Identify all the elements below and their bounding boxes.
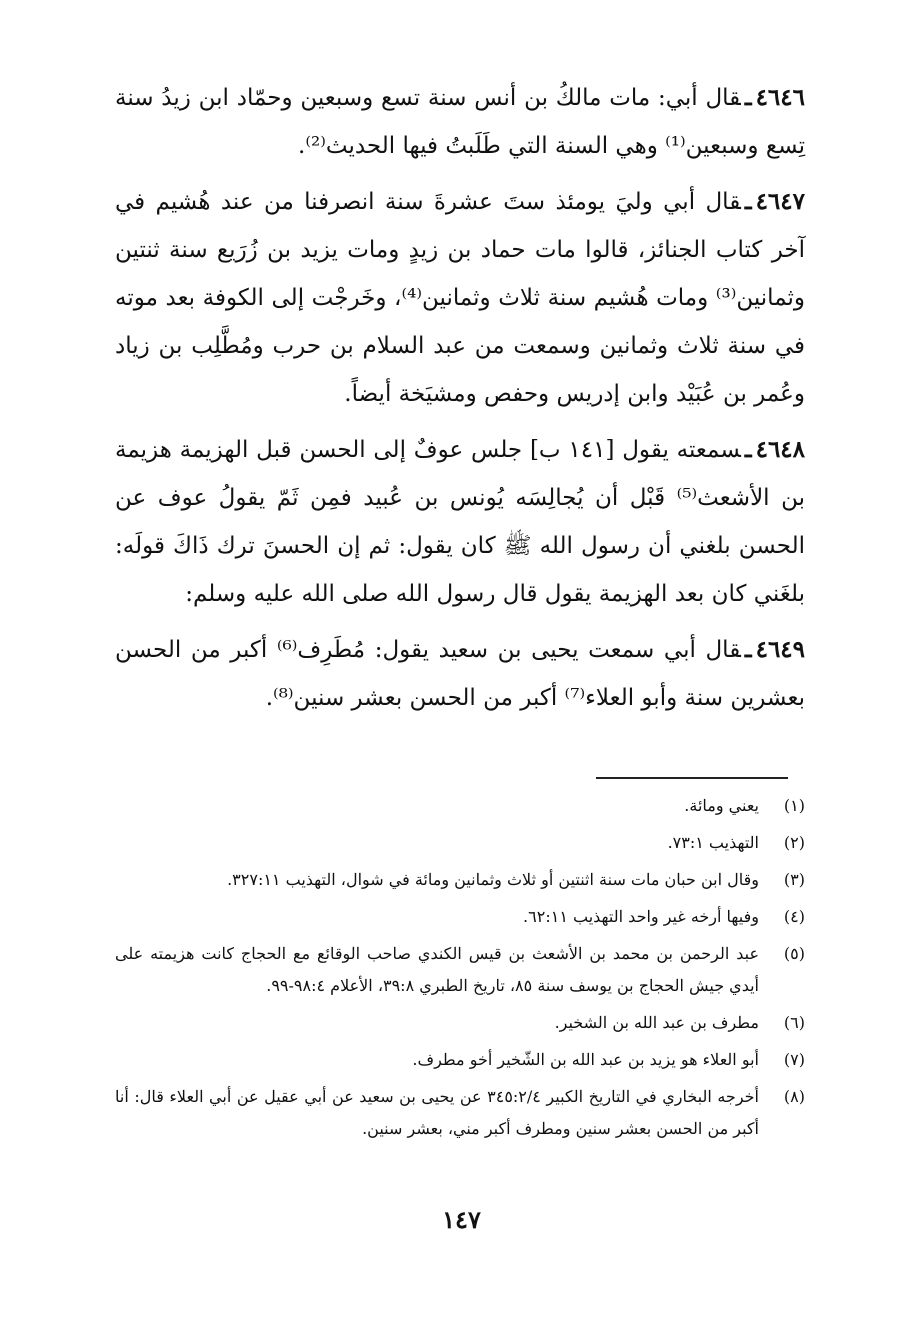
footnote-mark: (١): [783, 796, 805, 815]
footnote-mark: (٧): [783, 1050, 805, 1069]
paragraph-text: سمعته يقول [١٤١ ب] جلس عوفٌ إلى الحسن قبل الهزيمة هزيمة بن الأشعث⁽⁵⁾ قَبْل أن يُجالِسَه يُونس بن عُبيد فمِن ثَمّ يقولُ عوف عن الحسن بلغني أن رسول الله ﷺ كان يقول: ثم إن الحسنَ ترك ذَاكَ قولَه: بلغَني كان بعد الهزيمة يقول قال رسول الله صلى الله عليه وسلم:: [115, 437, 805, 607]
paragraph-number: ٤٦٤٨: [755, 436, 806, 463]
footnote-text: يعني ومائة.: [684, 796, 759, 815]
footnote-text: أبو العلاء هو يزيد بن عبد الله بن الشّخير أخو مطرف.: [412, 1050, 759, 1069]
paragraph-4648: ٤٦٤٨ـسمعته يقول [١٤١ ب] جلس عوفٌ إلى الحسن قبل الهزيمة هزيمة بن الأشعث⁽⁵⁾ قَبْل أن يُجالِسَه يُونس بن عُبيد فمِن ثَمّ يقولُ عوف عن الحسن بلغني أن رسول الله ﷺ كان يقول: ثم إن الحسنَ ترك ذَاكَ قولَه: بلغَني كان بعد الهزيمة يقول قال رسول الله صلى الله عليه وسلم:: [115, 436, 806, 607]
footnote-2: [115, 827, 805, 859]
footnote-text: مطرف بن عبد الله بن الشخير.: [554, 1013, 759, 1032]
footnote-1: [115, 790, 805, 822]
footnote-7: [115, 1044, 805, 1076]
paragraph-text: قال أبي وليَ يومئذ ستَ عشرةَ سنة انصرفنا من عند هُشيم في آخر كتاب الجنائز، قالوا مات حماد بن زيدٍ ومات يزيد بن زُرَيع سنة ثنتين وثمانين⁽³⁾ ومات هُشيم سنة ثلاث وثمانين⁽⁴⁾، وخَرجْت إلى الكوفة بعد موته في سنة ثلاث وثمانين وسمعت من عبد السلام بن حرب ومُطَّلِب بن زياد وعُمر بن عُبَيْد وابن إدريس وحفص ومشيَخة أيضاً.: [115, 189, 805, 407]
footnote-5: [115, 938, 805, 1002]
footnote-mark: (٨): [783, 1087, 805, 1106]
footnote-mark: (٤): [783, 907, 805, 926]
footnotes: [115, 790, 805, 1150]
footnote-text: التهذيب ٧٣:١.: [667, 833, 759, 852]
paragraph-4647: ٤٦٤٧ـقال أبي وليَ يومئذ ستَ عشرةَ سنة انصرفنا من عند هُشيم في آخر كتاب الجنائز، قالوا مات حماد بن زيدٍ ومات يزيد بن زُرَيع سنة ثنتين وثمانين⁽³⁾ ومات هُشيم سنة ثلاث وثمانين⁽⁴⁾، وخَرجْت إلى الكوفة بعد موته في سنة ثلاث وثمانين وسمعت من عبد السلام بن حرب ومُطَّلِب بن زياد وعُمر بن عُبَيْد وابن إدريس وحفص ومشيَخة أيضاً.: [115, 188, 805, 407]
main-text: [115, 74, 805, 730]
footnote-mark: (٢): [783, 833, 805, 852]
footnote-text: وقال ابن حبان مات سنة اثنتين أو ثلاث وثمانين ومائة في شوال، التهذيب ٣٢٧:١١.: [227, 870, 759, 889]
footnote-text: وفيها أرخه غير واحد التهذيب ٦٢:١١.: [523, 907, 759, 926]
footnote-8: [115, 1081, 805, 1145]
footnote-mark: (٥): [783, 944, 805, 963]
footnote-text: أخرجه البخاري في التاريخ الكبير ٣٤٥:٢/٤ عن يحيى بن سعيد عن أبي عقيل عن أبي العلاء قال: أنا أكبر من الحسن بعشر سنين ومطرف أكبر مني، بعشر سنين.: [115, 1087, 759, 1138]
page-number: ١٤٧: [442, 1205, 481, 1234]
paragraph-number: ٤٦٤٩: [755, 636, 806, 663]
footnote-text: عبد الرحمن بن محمد بن الأشعث بن قيس الكندي صاحب الوقائع مع الحجاج كانت هزيمته على أيدي جيش الحجاج بن يوسف سنة ٨٥، تاريخ الطبري ٣٩:٨، الأعلام ٩٨:٤-٩٩.: [115, 944, 759, 995]
footnote-divider: [596, 777, 788, 779]
paragraph-4649: ٤٦٤٩ـقال أبي سمعت يحيى بن سعيد يقول: مُطَرِف⁽⁶⁾ أكبر من الحسن بعشرين سنة وأبو العلاء⁽⁷⁾ أكبر من الحسن بعشر سنين⁽⁸⁾.: [115, 636, 806, 711]
footnote-6: [115, 1007, 805, 1039]
paragraph-text: قال أبي: مات مالكُ بن أنس سنة تسع وسبعين وحمّاد ابن زيدُ سنة تِسع وسبعين⁽¹⁾ وهي السنة التي طَلَبتُ فيها الحديث⁽²⁾.: [115, 85, 805, 159]
footnote-mark: (٦): [783, 1013, 805, 1032]
footnote-4: [115, 901, 805, 933]
paragraph-number: ٤٦٤٧: [755, 188, 805, 215]
footnote-mark: (٣): [783, 870, 805, 889]
paragraph-text: قال أبي سمعت يحيى بن سعيد يقول: مُطَرِف⁽⁶⁾ أكبر من الحسن بعشرين سنة وأبو العلاء⁽⁷⁾ أكبر من الحسن بعشر سنين⁽⁸⁾.: [115, 637, 805, 711]
footnote-3: [115, 864, 805, 896]
paragraph-4646: ٤٦٤٦ـقال أبي: مات مالكُ بن أنس سنة تسع وسبعين وحمّاد ابن زيدُ سنة تِسع وسبعين⁽¹⁾ وهي السنة التي طَلَبتُ فيها الحديث⁽²⁾.: [115, 84, 805, 159]
paragraph-number: ٤٦٤٦: [755, 84, 805, 111]
